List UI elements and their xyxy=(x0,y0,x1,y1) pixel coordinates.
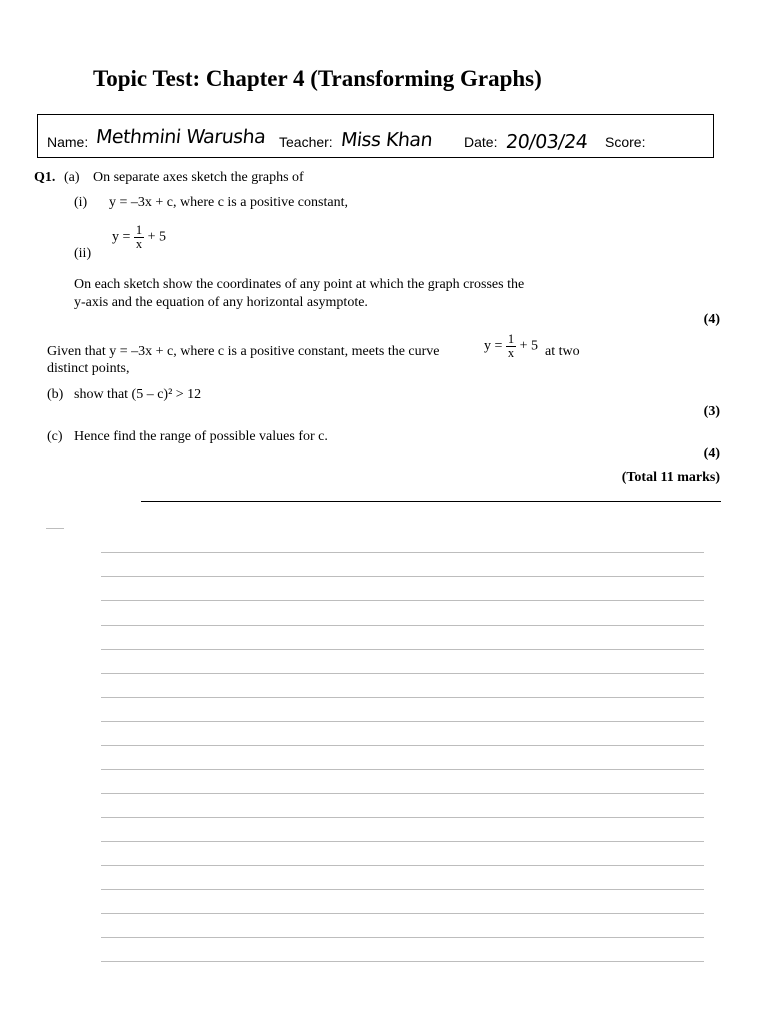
part-a-label: (a) xyxy=(64,170,80,185)
score-label: Score: xyxy=(605,134,646,150)
given-text: Given that y = –3x + c, where c is a positive constant, meets the curve xyxy=(47,344,440,359)
name-value: Methmini Warusha xyxy=(94,126,267,148)
date-label: Date: xyxy=(464,134,498,150)
short-dash xyxy=(46,528,64,529)
answer-line xyxy=(101,649,704,650)
answer-line xyxy=(101,552,704,553)
answer-line xyxy=(101,841,704,842)
given-text-end: at two xyxy=(545,344,580,359)
answer-line xyxy=(101,697,704,698)
part-a-text: On separate axes sketch the graphs of xyxy=(93,170,304,185)
answer-line xyxy=(101,913,704,914)
instruction-line-2: y-axis and the equation of any horizontal asymptote. xyxy=(74,295,368,310)
answer-line xyxy=(101,625,704,626)
mark-b: (3) xyxy=(703,404,720,419)
name-label: Name: xyxy=(47,134,89,150)
fraction-numerator: 1 xyxy=(135,223,143,237)
answer-line xyxy=(101,600,704,601)
part-b-label: (b) xyxy=(47,387,64,402)
fraction-numerator: 1 xyxy=(507,332,515,346)
teacher-value: Miss Khan xyxy=(339,129,434,151)
fraction-denominator: x xyxy=(507,346,515,360)
date-value: 20/03/24 xyxy=(504,131,589,153)
answer-line xyxy=(101,745,704,746)
part-c-label: (c) xyxy=(47,429,63,444)
subpart-i-label: (i) xyxy=(74,195,88,210)
answer-line xyxy=(101,793,704,794)
part-c-text: Hence find the range of possible values for c. xyxy=(74,429,328,444)
equation-rhs: + 5 xyxy=(147,229,167,245)
fraction xyxy=(134,224,144,251)
equation-lhs: y = xyxy=(112,229,131,245)
mark-a: (4) xyxy=(703,312,720,327)
fraction-denominator: x xyxy=(135,237,143,251)
answer-line xyxy=(101,576,704,577)
answer-line xyxy=(101,769,704,770)
fraction xyxy=(506,333,516,360)
equation-lhs: y = xyxy=(484,338,503,354)
separator-rule xyxy=(141,501,721,502)
subpart-i-text: y = –3x + c, where c is a positive constant, xyxy=(109,195,348,210)
subpart-ii-equation xyxy=(112,224,166,251)
given-equation xyxy=(484,333,538,360)
answer-line xyxy=(101,817,704,818)
answer-line xyxy=(101,721,704,722)
answer-line xyxy=(101,961,704,962)
instruction-line-1: On each sketch show the coordinates of any point at which the graph crosses the xyxy=(74,277,525,292)
total-marks: (Total 11 marks) xyxy=(621,470,720,485)
answer-line xyxy=(101,865,704,866)
answer-line xyxy=(101,673,704,674)
answer-line xyxy=(101,937,704,938)
mark-c: (4) xyxy=(703,446,720,461)
equation-rhs: + 5 xyxy=(519,338,539,354)
part-b-text: show that (5 – c)² > 12 xyxy=(74,387,202,402)
question-number: Q1. xyxy=(34,170,56,185)
teacher-label: Teacher: xyxy=(279,134,333,150)
subpart-ii-label: (ii) xyxy=(74,246,92,261)
given-text-line-2: distinct points, xyxy=(47,361,130,376)
page-title: Topic Test: Chapter 4 (Transforming Graphs) xyxy=(93,66,542,91)
answer-line xyxy=(101,889,704,890)
